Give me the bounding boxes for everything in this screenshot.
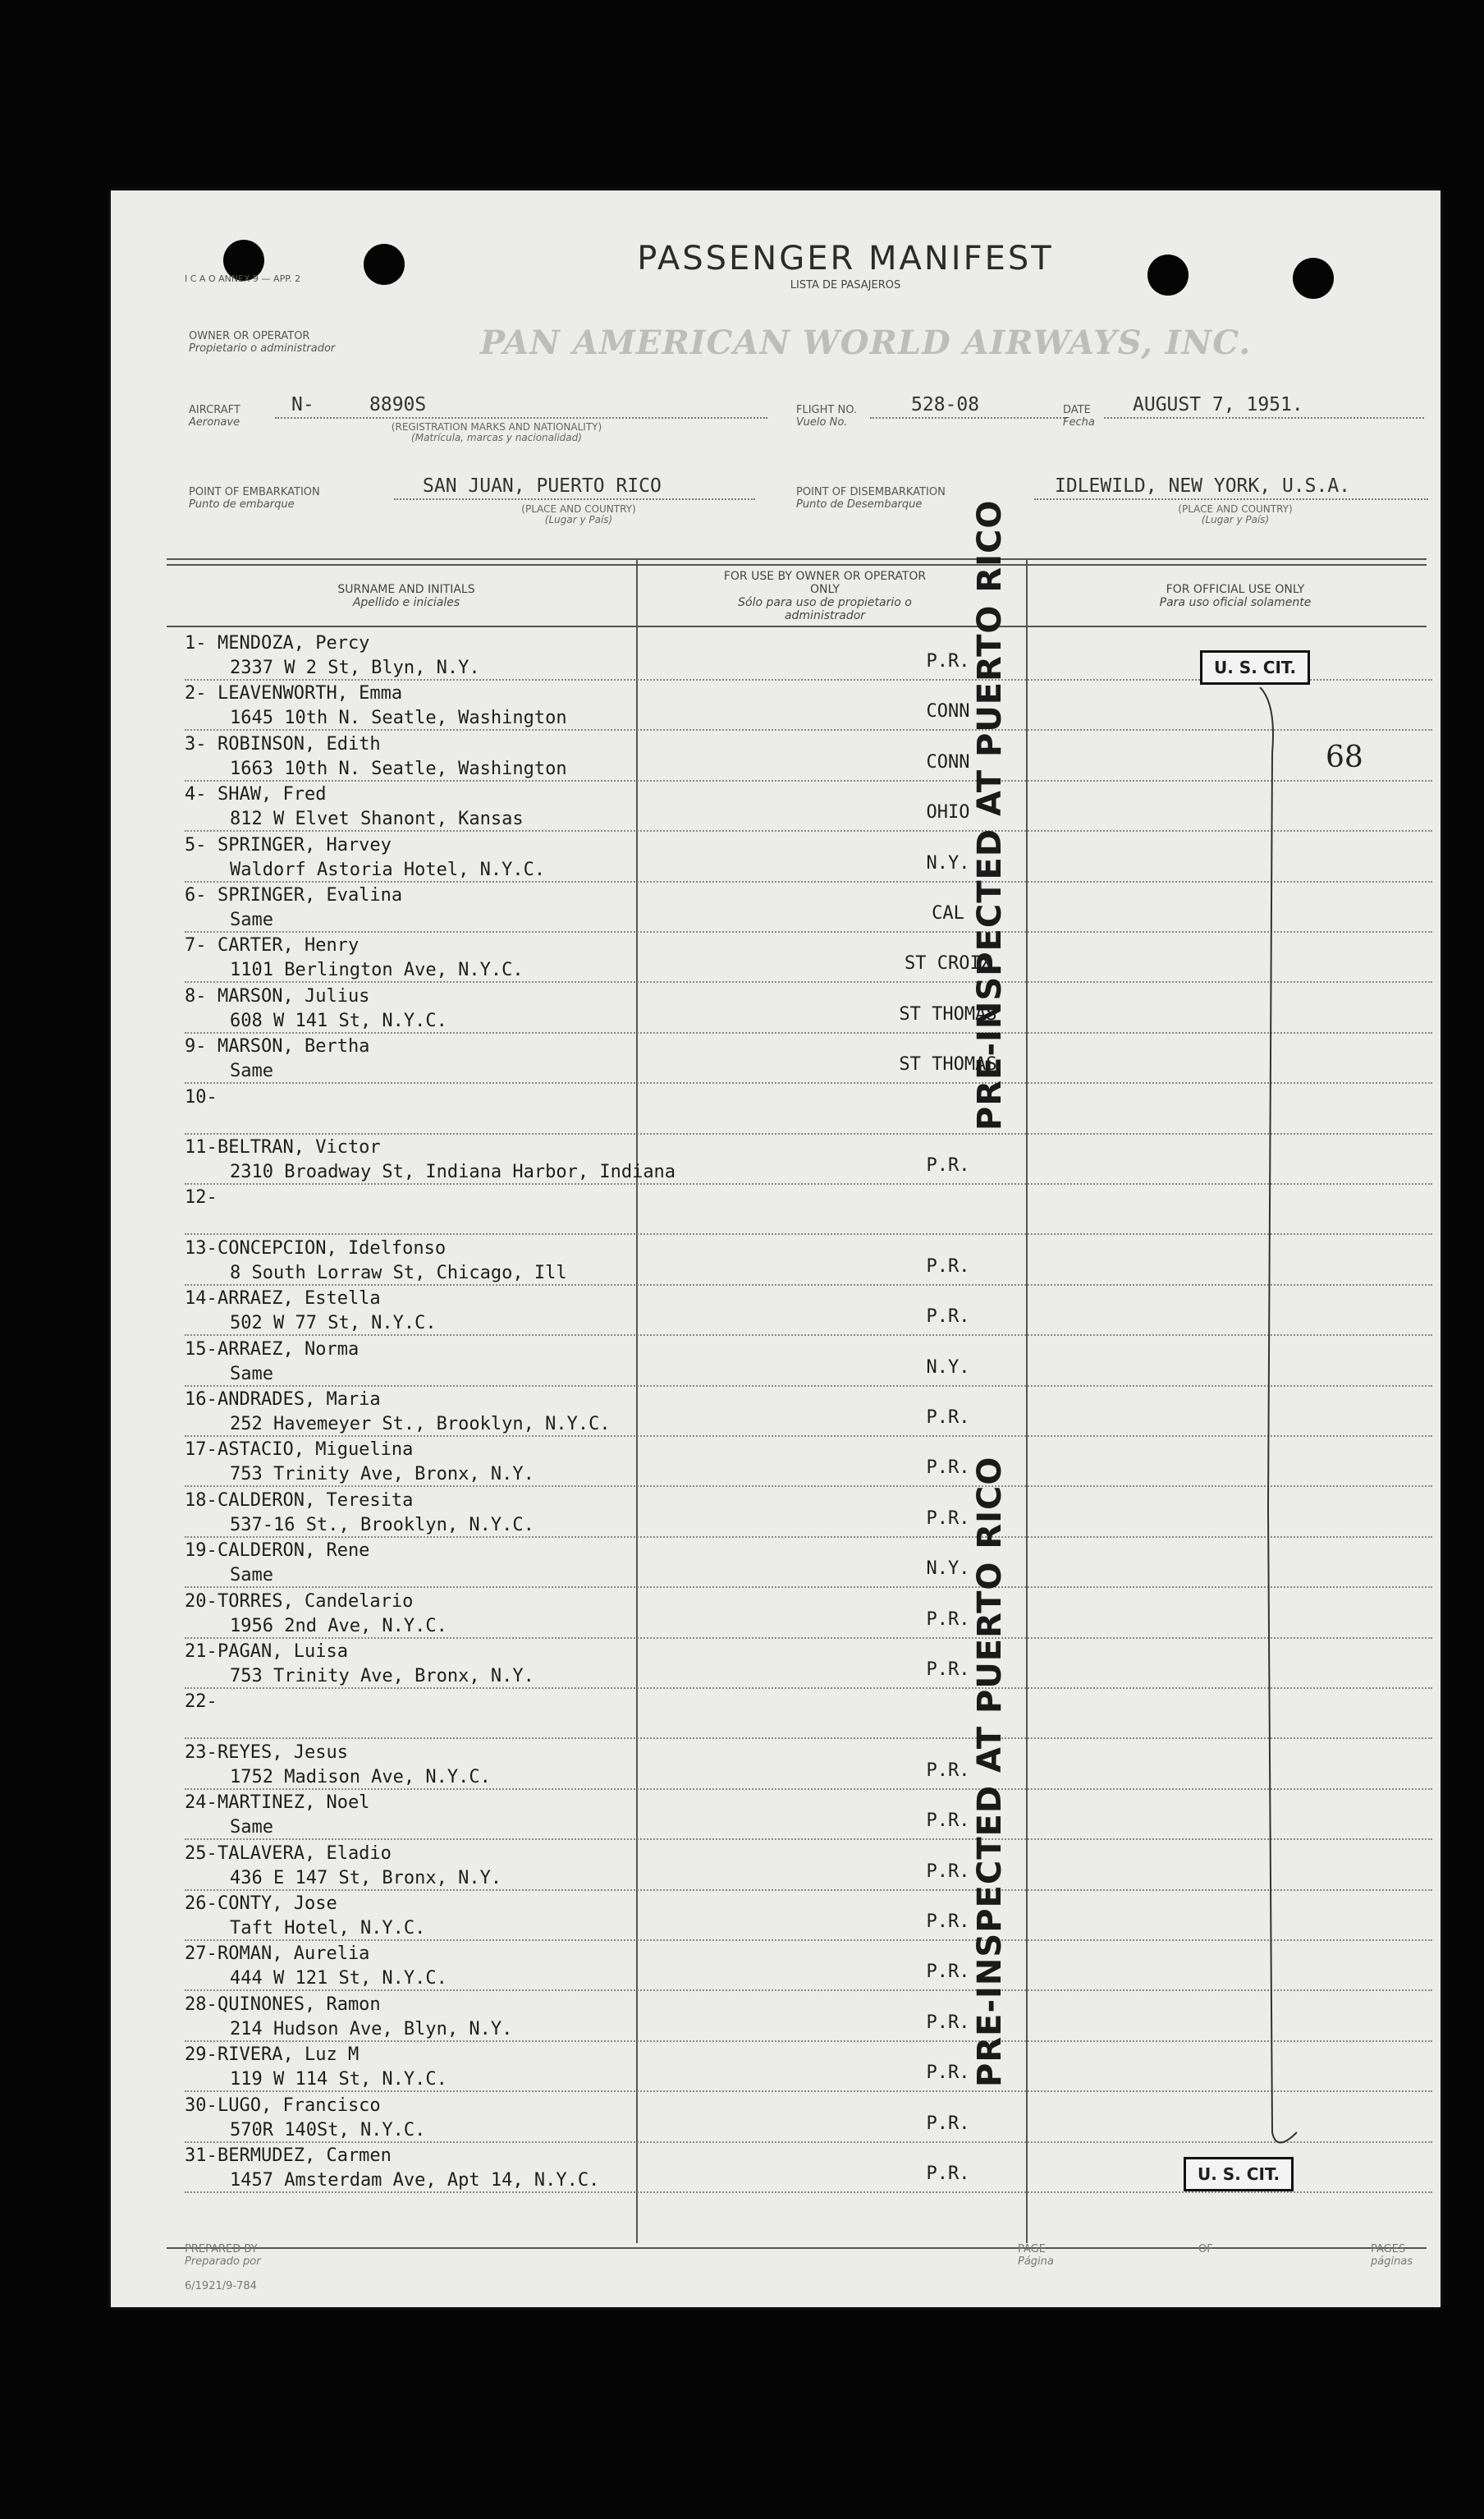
aircraft-label: AIRCRAFT — [189, 404, 240, 416]
owner-code: P.R. — [926, 2012, 970, 2033]
passenger-number: 27- — [185, 1943, 218, 1965]
owner-code: ST CROIX — [905, 953, 992, 975]
passenger-number: 2- — [185, 683, 207, 704]
owner-code: P.R. — [926, 1155, 970, 1176]
page-title: PASSENGER MANIFEST — [637, 240, 1054, 278]
passenger-number: 29- — [185, 2044, 218, 2066]
row-rule — [185, 2191, 1432, 2193]
passenger-number: 12- — [185, 1187, 218, 1209]
owner-code: P.R. — [926, 2163, 970, 2184]
prepared-by-label-es: Preparado por — [185, 2255, 261, 2268]
passenger-name: CONCEPCION, Idelfonso — [218, 1237, 447, 1259]
owner-code: P.R. — [926, 2062, 970, 2084]
punch-hole — [1147, 255, 1189, 296]
passenger-name: PAGAN, Luisa — [218, 1641, 348, 1662]
passenger-address: 1956 2nd Ave, N.Y.C. — [230, 1615, 447, 1636]
passenger-name: MENDOZA, Percy — [218, 633, 370, 654]
passenger-number: 14- — [185, 1288, 218, 1310]
passenger-name: ARRAEZ, Estella — [218, 1288, 381, 1310]
passenger-number: 3- — [185, 733, 207, 755]
passenger-name: MARSON, Bertha — [218, 1036, 370, 1058]
flight-label: FLIGHT NO. — [796, 404, 858, 416]
passenger-address: 753 Trinity Ave, Bronx, N.Y. — [230, 1666, 534, 1686]
passenger-number: 26- — [185, 1893, 218, 1914]
passenger-address: 252 Havemeyer St., Brooklyn, N.Y.C. — [230, 1414, 611, 1434]
passenger-number: 25- — [185, 1842, 218, 1864]
table-row — [185, 832, 1432, 883]
passenger-name: TORRES, Candelario — [218, 1590, 414, 1612]
aircraft-label-es: Aeronave — [189, 416, 240, 429]
preinspected-stamp-top: PRE-INSPECTED AT PUERTO RICO — [971, 499, 1009, 1131]
passenger-name: CONTY, Jose — [218, 1893, 337, 1914]
passenger-address: 812 W Elvet Shanont, Kansas — [230, 809, 524, 830]
of-label: OF — [1198, 2243, 1213, 2255]
form-code: I C A O ANNEX 9 — APP. 2 — [185, 273, 301, 284]
table-row — [185, 932, 1432, 983]
owner-code: P.R. — [926, 2113, 970, 2134]
passenger-address: 753 Trinity Ave, Bronx, N.Y. — [230, 1464, 534, 1485]
table-row — [185, 1386, 1432, 1437]
table-row — [185, 983, 1432, 1034]
passenger-name: MARSON, Julius — [218, 985, 370, 1007]
passenger-address: 1663 10th N. Seatle, Washington — [230, 758, 567, 779]
table-top-rule — [167, 558, 1427, 560]
passenger-name: CARTER, Henry — [218, 935, 360, 957]
bracket-line — [1252, 687, 1317, 2157]
col-owner-header — [718, 570, 932, 622]
owner-code: P.R. — [926, 1457, 970, 1479]
table-row — [185, 1840, 1432, 1891]
embark-label-es: Punto de embarque — [189, 498, 295, 511]
table-row — [185, 1285, 1432, 1336]
col-official: FOR OFFICIAL USE ONLY — [1166, 583, 1305, 596]
passenger-name: MARTINEZ, Noel — [218, 1792, 370, 1814]
operator-name: PAN AMERICAN WORLD AIRWAYS, INC. — [480, 323, 1252, 362]
passenger-address: 1457 Amsterdam Ave, Apt 14, N.Y.C. — [230, 2170, 600, 2191]
passenger-address: 537-16 St., Brooklyn, N.Y.C. — [230, 1514, 534, 1535]
embark-label: POINT OF EMBARKATION — [189, 486, 320, 498]
header-bottom-rule — [167, 626, 1427, 627]
passenger-address: Waldorf Astoria Hotel, N.Y.C. — [230, 859, 546, 880]
passenger-name: SPRINGER, Harvey — [218, 834, 392, 856]
table-row — [185, 1235, 1432, 1286]
footer-rule — [167, 2247, 1427, 2249]
passenger-name: LUGO, Francisco — [218, 2095, 381, 2116]
prepared-by-label: PREPARED BY — [185, 2243, 258, 2255]
table-row — [185, 1789, 1432, 1840]
table-row — [185, 1688, 1432, 1739]
disembark-place-note: (PLACE AND COUNTRY) — [1178, 503, 1293, 515]
date-underline — [1104, 417, 1424, 419]
passenger-name: CALDERON, Teresita — [218, 1489, 414, 1511]
owner-label-es: Propietario o administrador — [189, 342, 336, 355]
passenger-address: Same — [230, 1363, 273, 1384]
col-surname-header — [226, 583, 587, 609]
owner-code: P.R. — [926, 651, 970, 672]
passenger-count: 68 — [1326, 741, 1363, 774]
passenger-name: BERMUDEZ, Carmen — [218, 2145, 392, 2166]
table-row — [185, 1890, 1432, 1941]
col-owner-es: Sólo para uso de propietario o administrador — [738, 596, 912, 622]
passenger-name: TALAVERA, Eladio — [218, 1842, 392, 1864]
form-number: 6/1921/9-784 — [185, 2280, 257, 2292]
passenger-name: SPRINGER, Evalina — [218, 885, 403, 906]
passenger-name: BELTRAN, Victor — [218, 1137, 381, 1158]
disembark-value: IDLEWILD, NEW YORK, U.S.A. — [1055, 475, 1351, 497]
passenger-name: ROMAN, Aurelia — [218, 1943, 370, 1965]
passenger-name: ROBINSON, Edith — [218, 733, 381, 755]
table-row — [185, 1184, 1432, 1235]
date-value: AUGUST 7, 1951. — [1133, 394, 1303, 415]
owner-code: N.Y. — [926, 1356, 970, 1378]
owner-code: P.R. — [926, 1861, 970, 1882]
passenger-name: LEAVENWORTH, Emma — [218, 683, 403, 704]
owner-code: N.Y. — [926, 1558, 970, 1580]
passenger-address: 1752 Madison Ave, N.Y.C. — [230, 1766, 491, 1787]
table-row — [185, 1638, 1432, 1689]
passenger-number: 16- — [185, 1389, 218, 1410]
flight-value: 528-08 — [911, 394, 980, 415]
owner-code: P.R. — [926, 1760, 970, 1781]
owner-code: ST THOMAS — [899, 1054, 997, 1076]
passenger-number: 24- — [185, 1792, 218, 1814]
passenger-address: Same — [230, 1061, 273, 1082]
passenger-name: CALDERON, Rene — [218, 1540, 370, 1562]
col-official-es: Para uso oficial solamente — [1159, 596, 1312, 609]
passenger-address: 119 W 114 St, N.Y.C. — [230, 2069, 447, 2090]
passenger-number: 8- — [185, 985, 207, 1007]
passenger-name: REYES, Jesus — [218, 1741, 348, 1763]
owner-code: P.R. — [926, 1911, 970, 1932]
owner-code: OHIO — [926, 802, 970, 824]
table-row — [185, 1940, 1432, 1991]
col-owner: FOR USE BY OWNER OR OPERATOR ONLY — [723, 570, 927, 596]
owner-code: CAL — [932, 903, 964, 924]
table-row — [185, 731, 1432, 782]
date-label-es: Fecha — [1063, 416, 1095, 429]
passenger-number: 10- — [185, 1086, 218, 1108]
table-row — [185, 1991, 1432, 2042]
passenger-number: 28- — [185, 1994, 218, 2015]
passenger-address: 2337 W 2 St, Blyn, N.Y. — [230, 658, 480, 678]
passenger-address: Taft Hotel, N.Y.C. — [230, 1918, 426, 1939]
passenger-number: 5- — [185, 834, 207, 856]
passenger-name: RIVERA, Luz M — [218, 2044, 360, 2066]
passenger-address: 8 South Lorraw St, Chicago, Ill — [230, 1262, 567, 1283]
table-row — [185, 1537, 1432, 1588]
page-subtitle: LISTA DE PASAJEROS — [790, 279, 901, 291]
owner-code: P.R. — [926, 1407, 970, 1428]
owner-code: P.R. — [926, 1659, 970, 1680]
passenger-address: 1645 10th N. Seatle, Washington — [230, 708, 567, 729]
owner-code: P.R. — [926, 1306, 970, 1328]
passenger-number: 31- — [185, 2145, 218, 2166]
passenger-name: ANDRADES, Maria — [218, 1389, 381, 1410]
passenger-address: 214 Hudson Ave, Blyn, N.Y. — [230, 2018, 513, 2040]
passenger-number: 9- — [185, 1036, 207, 1058]
passenger-number: 7- — [185, 935, 207, 957]
passenger-name: SHAW, Fred — [218, 784, 327, 805]
aircraft-value: 8890S — [369, 394, 427, 415]
col-surname: SURNAME AND INITIALS — [337, 583, 475, 596]
owner-label: OWNER OR OPERATOR — [189, 330, 310, 342]
preinspected-stamp-bottom: PRE-INSPECTED AT PUERTO RICO — [971, 1456, 1009, 2087]
disembark-place-note-es: (Lugar y País) — [1201, 514, 1270, 525]
passenger-number: 11- — [185, 1137, 218, 1158]
registration-note-es: (Matrícula, marcas y nacionalidad) — [411, 432, 582, 443]
passenger-number: 21- — [185, 1641, 218, 1662]
passenger-name: QUINONES, Ramon — [218, 1994, 381, 2015]
owner-code: N.Y. — [926, 852, 970, 874]
passenger-address: 2310 Broadway St, Indiana Harbor, Indiana — [230, 1162, 676, 1182]
disembark-underline — [1034, 498, 1428, 500]
passenger-number: 23- — [185, 1741, 218, 1763]
owner-code: P.R. — [926, 1507, 970, 1529]
owner-code: P.R. — [926, 1962, 970, 1983]
registration-note: (REGISTRATION MARKS AND NATIONALITY) — [391, 421, 602, 433]
flight-label-es: Vuelo No. — [796, 416, 848, 429]
passenger-address: Same — [230, 1565, 273, 1586]
table-row — [185, 1739, 1432, 1790]
embark-place-note: (PLACE AND COUNTRY) — [521, 503, 636, 515]
passenger-number: 18- — [185, 1489, 218, 1511]
embark-place-note-es: (Lugar y País) — [544, 514, 613, 525]
owner-code: CONN — [926, 751, 970, 773]
date-label: DATE — [1063, 404, 1091, 416]
table-row — [185, 2041, 1432, 2092]
table-row — [185, 1084, 1432, 1135]
passenger-number: 15- — [185, 1338, 218, 1360]
embark-underline — [394, 498, 755, 500]
passenger-address: 436 E 147 St, Bronx, N.Y. — [230, 1867, 502, 1888]
disembark-label-es: Punto de Desembarque — [796, 498, 923, 511]
table-row — [185, 781, 1432, 832]
table-row — [185, 1487, 1432, 1538]
disembark-label: POINT OF DISEMBARKATION — [796, 486, 946, 498]
table-row — [185, 1336, 1432, 1387]
passenger-address: Same — [230, 1817, 273, 1838]
passenger-number: 22- — [185, 1691, 218, 1713]
pages-label-es: páginas — [1371, 2255, 1413, 2268]
passenger-name: ARRAEZ, Norma — [218, 1338, 360, 1360]
us-citizen-stamp-top: U. S. CIT. — [1200, 650, 1310, 685]
owner-code: P.R. — [926, 1810, 970, 1832]
flight-underline — [870, 417, 1067, 419]
table-row — [185, 2092, 1432, 2143]
col-official-header — [1096, 583, 1375, 609]
page-label-es: Página — [1018, 2255, 1054, 2268]
aircraft-n: N- — [291, 394, 314, 415]
passenger-number: 19- — [185, 1540, 218, 1562]
passenger-address: 608 W 141 St, N.Y.C. — [230, 1010, 447, 1031]
page-label: PAGE — [1018, 2243, 1046, 2255]
owner-code: CONN — [926, 701, 970, 723]
table-row — [185, 680, 1432, 731]
manifest-sheet — [111, 190, 1440, 2307]
passenger-number: 1- — [185, 633, 207, 654]
owner-code: ST THOMAS — [899, 1003, 997, 1025]
passenger-address: 502 W 77 St, N.Y.C. — [230, 1313, 437, 1334]
passenger-address: 1101 Berlington Ave, N.Y.C. — [230, 960, 524, 981]
passenger-number: 17- — [185, 1439, 218, 1461]
owner-code: P.R. — [926, 1608, 970, 1630]
col-surname-es: Apellido e iniciales — [352, 596, 460, 609]
table-top-rule-2 — [167, 564, 1427, 566]
passenger-number: 20- — [185, 1590, 218, 1612]
passenger-number: 13- — [185, 1237, 218, 1259]
punch-hole — [1293, 258, 1334, 299]
table-row — [185, 1134, 1432, 1185]
passenger-address: Same — [230, 910, 273, 930]
passenger-address: 570R 140St, N.Y.C. — [230, 2119, 426, 2140]
aircraft-underline — [275, 417, 767, 419]
passenger-name: ASTACIO, Miguelina — [218, 1439, 414, 1461]
punch-hole — [364, 244, 405, 285]
pages-label: PAGES — [1371, 2243, 1406, 2255]
table-row — [185, 1033, 1432, 1084]
us-citizen-stamp-bottom: U. S. CIT. — [1184, 2157, 1294, 2191]
table-row — [185, 1588, 1432, 1639]
table-row — [185, 882, 1432, 933]
owner-code: P.R. — [926, 1255, 970, 1277]
table-row — [185, 1436, 1432, 1487]
passenger-number: 4- — [185, 784, 207, 805]
embark-value: SAN JUAN, PUERTO RICO — [423, 475, 662, 497]
passenger-number: 30- — [185, 2095, 218, 2116]
passenger-address: 444 W 121 St, N.Y.C. — [230, 1968, 447, 1989]
passenger-number: 6- — [185, 885, 207, 906]
